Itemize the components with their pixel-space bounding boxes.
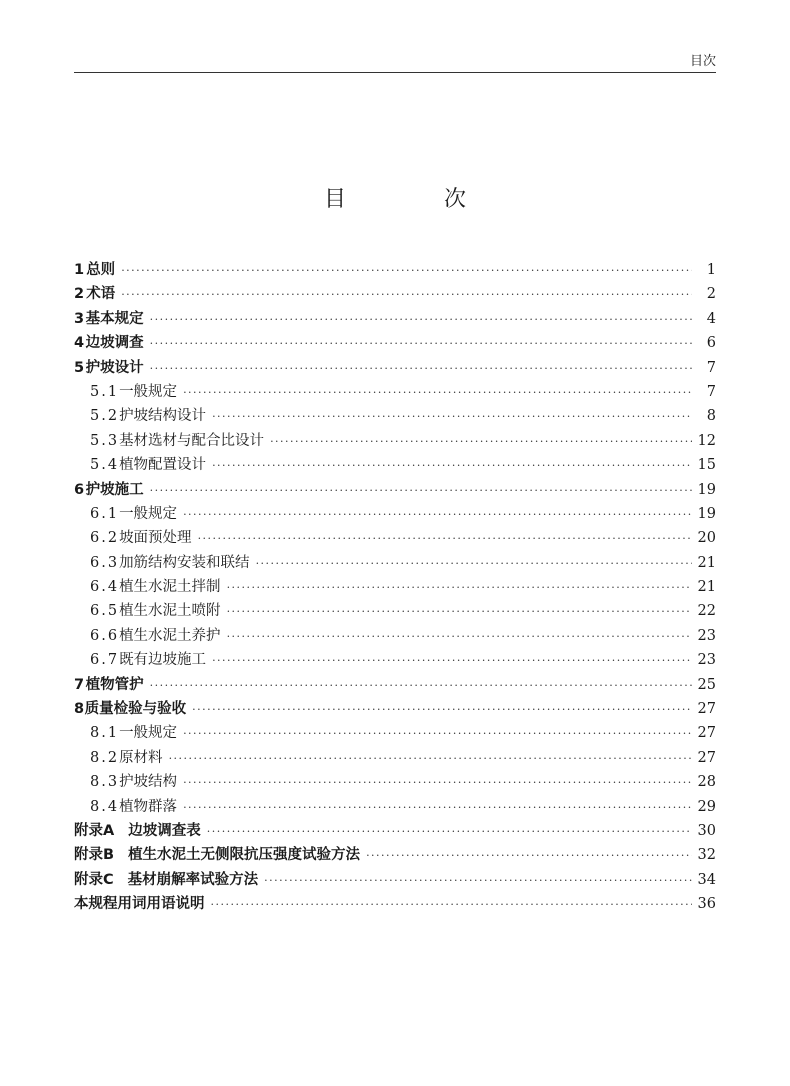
toc-entry-title: 本规程用词用语说明 [74, 896, 205, 913]
toc-entry-page-number: 19 [697, 505, 716, 522]
toc-entry[interactable] [74, 331, 716, 355]
toc-entry-page-number: 36 [697, 896, 716, 913]
toc-entry-number: 附录B [74, 847, 115, 864]
toc-entry-number: 7 [74, 676, 85, 693]
dot-leader [183, 722, 692, 746]
toc-entry-page-number: 27 [697, 749, 716, 766]
dot-leader [192, 698, 692, 722]
toc-entry-number: 8.2 [90, 749, 120, 766]
toc-entry[interactable] [74, 526, 716, 550]
toc-entry[interactable] [74, 843, 716, 867]
toc-entry[interactable] [74, 404, 716, 428]
toc-entry-page-number: 23 [697, 652, 716, 669]
toc-entry-number: 8.3 [90, 774, 120, 791]
toc-entry-number: 3 [74, 310, 85, 327]
toc-entry-title: 一般规定 [119, 505, 178, 522]
dot-leader [212, 405, 692, 429]
toc-entry-title: 植生水泥土喷附 [119, 603, 221, 620]
running-header-title: 目次 [689, 54, 716, 69]
toc-entry-page-number: 25 [697, 676, 716, 693]
toc-entry-title: 一般规定 [119, 383, 178, 400]
toc-entry-title: 植生水泥土养护 [119, 627, 221, 644]
toc-entry[interactable] [74, 892, 716, 916]
toc-entry-number: 5 [74, 359, 85, 376]
toc-entry[interactable] [74, 356, 716, 380]
dot-leader [227, 600, 692, 624]
dot-leader [270, 430, 692, 454]
toc-entry[interactable] [74, 575, 716, 599]
toc-entry-page-number: 20 [697, 530, 716, 547]
dot-leader [183, 771, 692, 795]
dot-leader [150, 308, 692, 332]
toc-entry-title: 边坡调查 [85, 335, 144, 352]
toc-entry-page-number: 4 [706, 310, 716, 327]
dot-leader [264, 869, 692, 893]
toc-entry-page-number: 30 [697, 822, 716, 839]
dot-leader [207, 820, 692, 844]
dot-leader [211, 893, 693, 917]
toc-entry-page-number: 19 [697, 481, 716, 498]
toc-entry-page-number: 29 [697, 798, 716, 815]
toc-entry[interactable] [74, 258, 716, 282]
toc-entry-number: 6.5 [90, 603, 120, 620]
toc-entry-number: 4 [74, 335, 85, 352]
toc-entry[interactable] [74, 673, 716, 697]
toc-entry-title: 边坡调查表 [128, 822, 201, 839]
toc-entry-page-number: 12 [697, 432, 716, 449]
toc-entry-title: 植生水泥土无侧限抗压强度试验方法 [128, 847, 361, 864]
toc-entry-page-number: 21 [697, 554, 716, 571]
toc-entry-title: 原材料 [119, 749, 163, 766]
dot-leader [366, 844, 692, 868]
toc-entry-title: 基材选材与配合比设计 [119, 432, 265, 449]
toc-entry-number: 1 [74, 262, 85, 278]
toc-entry-number: 8.1 [90, 725, 120, 742]
toc-entry-title: 护坡设计 [85, 359, 144, 376]
dot-leader [150, 332, 692, 356]
toc-entry[interactable] [74, 429, 716, 453]
toc-entry-number: 6.7 [90, 652, 120, 669]
dot-leader [169, 747, 692, 771]
toc-entry[interactable] [74, 307, 716, 331]
toc-entry[interactable] [74, 721, 716, 745]
toc-entry-title: 总则 [86, 262, 116, 278]
dot-leader [183, 381, 692, 405]
toc-entry-number: 8 [74, 701, 85, 718]
dot-leader [212, 649, 692, 673]
toc-entry[interactable] [74, 599, 716, 623]
toc-entry-number: 5.3 [90, 432, 120, 449]
toc-entry-page-number: 6 [706, 335, 716, 352]
dot-leader [183, 796, 692, 820]
toc-entry-title: 植物群落 [119, 798, 178, 815]
toc-entry-number: 6.4 [90, 579, 120, 596]
toc-entry-title: 基本规定 [85, 310, 144, 327]
toc-entry-page-number: 22 [697, 603, 716, 620]
toc-entry[interactable] [74, 624, 716, 648]
dot-leader [212, 454, 692, 478]
toc-entry-number: 6.2 [90, 530, 120, 547]
dot-leader [198, 527, 692, 551]
toc-entry-page-number: 7 [706, 383, 716, 400]
toc-entry-number: 6.3 [90, 554, 120, 571]
toc-entry-title: 术语 [86, 286, 116, 303]
toc-entry[interactable] [74, 551, 716, 575]
toc-entry[interactable] [74, 478, 716, 502]
toc-entry-number: 6.6 [90, 627, 120, 644]
toc-entry-title: 基材崩解率试验方法 [127, 871, 259, 888]
toc-entry-number: 5.4 [90, 457, 120, 474]
dot-leader [256, 552, 692, 576]
toc-entry-page-number: 8 [706, 408, 716, 425]
toc-entry-title: 护坡结构设计 [119, 408, 207, 425]
toc-entry[interactable] [74, 746, 716, 770]
toc-entry[interactable] [74, 453, 716, 477]
toc-entry-title: 既有边坡施工 [119, 652, 207, 669]
toc-entry-page-number: 23 [697, 627, 716, 644]
toc-entry-page-number: 7 [706, 359, 716, 376]
toc-entry[interactable] [74, 697, 716, 721]
toc-entry[interactable] [74, 502, 716, 526]
toc-entry-title: 加筋结构安装和联结 [119, 554, 250, 571]
toc-entry-number: 附录A [74, 822, 115, 839]
toc-entry[interactable] [74, 868, 716, 892]
toc-entry-number: 8.4 [90, 798, 120, 815]
toc-entry[interactable] [74, 819, 716, 843]
dot-leader [150, 479, 692, 503]
toc-entry-title: 坡面预处理 [119, 530, 192, 547]
toc-entry-title: 植生水泥土拌制 [119, 579, 221, 596]
toc-entry-number: 6 [74, 481, 85, 498]
toc-entry[interactable] [74, 648, 716, 672]
toc-entry[interactable] [74, 282, 716, 306]
toc-entry-title: 一般规定 [119, 725, 178, 742]
toc-entry-number: 6.1 [90, 505, 120, 522]
toc-entry-title: 植物管护 [85, 676, 144, 693]
toc-entry-page-number: 2 [706, 286, 716, 303]
toc-entry[interactable] [74, 770, 716, 794]
toc-entry-number: 5.2 [90, 408, 120, 425]
dot-leader [150, 674, 692, 698]
toc-entry-page-number: 21 [697, 579, 716, 596]
toc-entry-page-number: 1 [706, 262, 716, 278]
dot-leader [227, 576, 692, 600]
dot-leader [121, 259, 692, 283]
toc-entry-page-number: 27 [697, 701, 716, 718]
dot-leader [183, 503, 692, 527]
toc-entry-number: 5.1 [90, 383, 120, 400]
dot-leader [227, 625, 692, 649]
toc-entry-page-number: 34 [697, 871, 716, 888]
page-title: 目 次 [323, 187, 504, 212]
dot-leader [121, 283, 692, 307]
toc-entry-page-number: 32 [697, 847, 716, 864]
toc-entry-title: 护坡结构 [119, 774, 178, 791]
toc-entry-number: 附录C [74, 871, 114, 888]
toc-entry[interactable] [74, 380, 716, 404]
toc-entry-page-number: 27 [697, 725, 716, 742]
dot-leader [150, 357, 692, 381]
toc-entry-number: 2 [74, 286, 85, 303]
toc-entry-page-number: 28 [697, 774, 716, 791]
table-of-contents [74, 258, 716, 917]
toc-entry-title: 植物配置设计 [119, 457, 207, 474]
toc-entry-page-number: 15 [697, 457, 716, 474]
toc-entry-title: 护坡施工 [85, 481, 144, 498]
toc-entry-title: 质量检验与验收 [84, 701, 187, 718]
header-rule [74, 72, 716, 73]
toc-entry[interactable] [74, 795, 716, 819]
